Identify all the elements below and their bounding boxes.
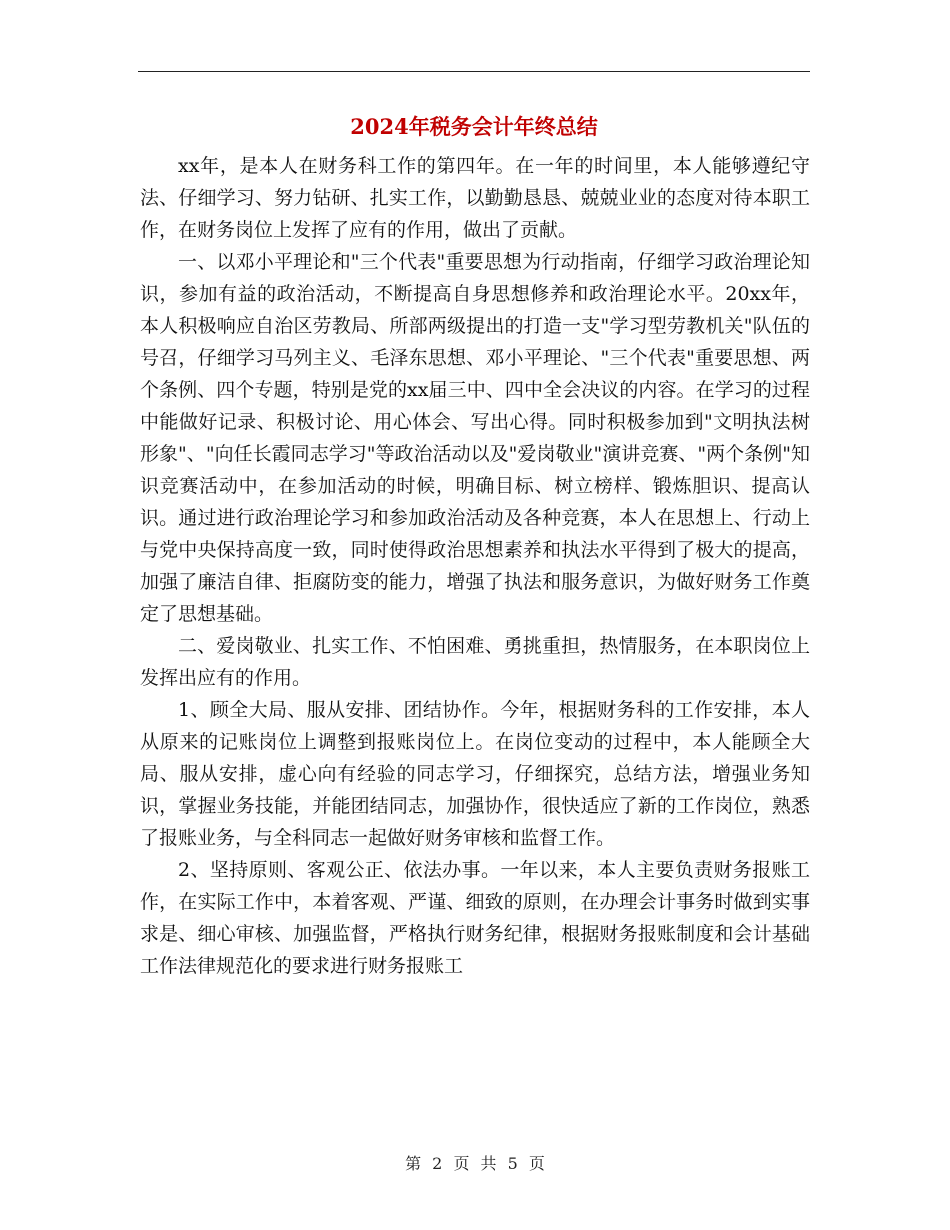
paragraph-item-2: 2、坚持原则、客观公正、依法办事。一年以来，本人主要负责财务报账工作，在实际工作中，本着客观、严谨、细致的原则，在办理会计事务时做到实事求是、细心审核、加强监督，严格执行财务纪律，根据财务报账制度和会计基础工作法律规范化的要求进行财务报账工 — [140, 859, 810, 977]
document-title: 2024年税务会计年终总结 — [350, 114, 598, 139]
paragraph-section-1: 一、以邓小平理论和"三个代表"重要思想为行动指南，仔细学习政治理论知识，参加有益的政治活动，不断提高自身思想修养和政治理论水平。20xx年，本人积极响应自治区劳教局、所部两级提出的打造一支"学习型劳教机关"队伍的号召，仔细学习马列主义、毛泽东思想、邓小平理论、"三个代表"重要思想、两个条例、四个专题，特别是党的xx届三中、四中全会决议的内容。在学习的过程中能做好记录、积极讨论、用心体会、写出心得。同时积极参加到"文明执法树形象"、"向任长霞同志学习"等政治活动以及"爱岗敬业"演讲竞赛、"两个条例"知识竞赛活动中，在参加活动的时候，明确目标、树立榜样、锻炼胆识、提高认识。通过进行政治理论学习和参加政治活动及各种竞赛，本人在思想上、行动上与党中央保持高度一致，同时使得政治思想素养和执法水平得到了极大的提高，加强了廉洁自律、拒腐防变的能力，增强了执法和服务意识，为做好财务工作奠定了思想基础。 — [140, 251, 810, 625]
paragraph-intro: xx年，是本人在财务科工作的第四年。在一年的时间里，本人能够遵纪守法、仔细学习、努力钻研、扎实工作，以勤勤恳恳、兢兢业业的态度对待本职工作，在财务岗位上发挥了应有的作用，做出了贡献。 — [140, 155, 810, 241]
page-number: 第 2 页 共 5 页 — [405, 1154, 545, 1173]
header-rule — [138, 71, 810, 72]
paragraph-item-1: 1、顾全大局、服从安排、团结协作。今年，根据财务科的工作安排，本人从原来的记账岗位上调整到报账岗位上。在岗位变动的过程中，本人能顾全大局、服从安排，虚心向有经验的同志学习，仔细探究，总结方法，增强业务知识，掌握业务技能，并能团结同志，加强协作，很快适应了新的工作岗位，熟悉了报账业务，与全科同志一起做好财务审核和监督工作。 — [140, 699, 810, 849]
paragraph-section-2: 二、爱岗敬业、扎实工作、不怕困难、勇挑重担，热情服务，在本职岗位上发挥出应有的作用。 — [140, 635, 810, 689]
document-body — [140, 150, 810, 982]
